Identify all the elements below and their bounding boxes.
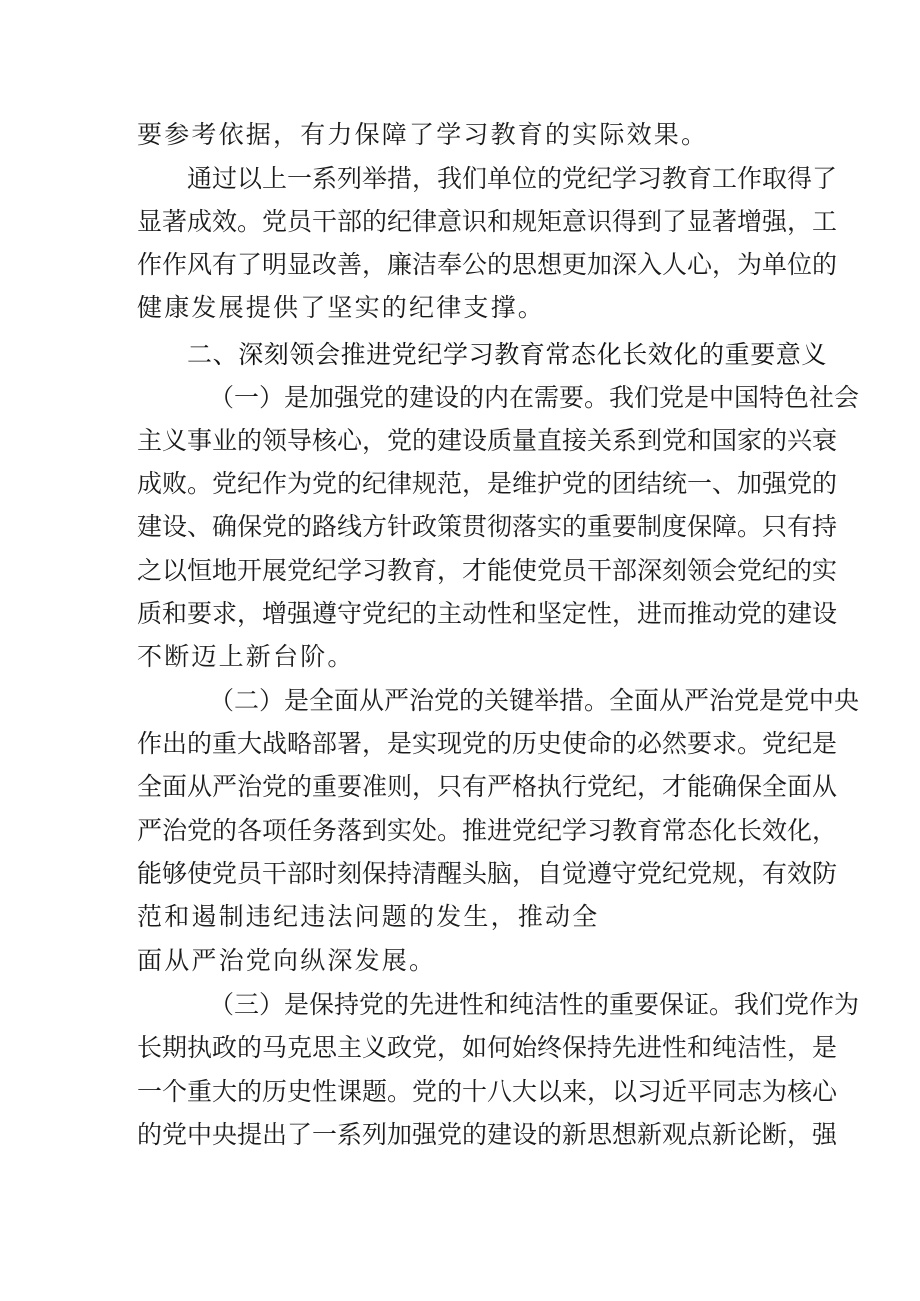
text-line: 显著成效。党员干部的纪律意识和规矩意识得到了显著增强，工 bbox=[137, 207, 838, 236]
text-line: 质和要求，增强遵守党纪的主动性和坚定性，进而推动党的建设 bbox=[137, 599, 838, 628]
text-line: 的党中央提出了一系列加强党的建设的新思想新观点新论断，强 bbox=[137, 1120, 838, 1149]
text-line: 成败。党纪作为党的纪律规范，是维护党的团结统一、加强党的 bbox=[137, 469, 838, 498]
text-line: 一个重大的历史性课题。党的十八大以来，以习近平同志为核心 bbox=[137, 1077, 838, 1106]
text-line: 长期执政的马克思主义政党，如何始终保持先进性和纯洁性，是 bbox=[137, 1033, 838, 1062]
text-line: 全面从严治党的重要准则，只有严格执行党纪，才能确保全面从 bbox=[137, 772, 838, 801]
text-line: 要参考依据，有力保障了学习教育的实际效果。 bbox=[137, 120, 709, 149]
text-line: 建设、确保党的路线方针政策贯彻落实的重要制度保障。只有持 bbox=[137, 512, 838, 541]
text-line: 范和遏制违纪违法问题的发生，推动全 bbox=[137, 902, 600, 931]
paragraph-first-line: （一）是加强党的建设的内在需要。我们党是中国特色社会 bbox=[209, 383, 860, 412]
text-line: 之以恒地开展党纪学习教育，才能使党员干部深刻领会党纪的实 bbox=[137, 556, 838, 585]
text-line: 面从严治党向纵深发展。 bbox=[137, 946, 437, 975]
text-line: 主义事业的领导核心，党的建设质量直接关系到党和国家的兴衰 bbox=[137, 426, 838, 455]
text-line: 能够使党员干部时刻保持清醒头脑，自觉遵守党纪党规，有效防 bbox=[137, 859, 838, 888]
paragraph-first-line: （三）是保持党的先进性和纯洁性的重要保证。我们党作为 bbox=[209, 990, 860, 1019]
paragraph-first-line: （二）是全面从严治党的关键举措。全面从严治党是党中央 bbox=[209, 686, 860, 715]
text-line: 作出的重大战略部署，是实现党的历史使命的必然要求。党纪是 bbox=[137, 729, 838, 758]
text-line: 健康发展提供了坚实的纪律支撑。 bbox=[137, 293, 546, 322]
text-line: 作作风有了明显改善，廉洁奉公的思想更加深入人心，为单位的 bbox=[137, 250, 838, 279]
section-heading: 二、深刻领会推进党纪学习教育常态化长效化的重要意义 bbox=[187, 340, 828, 369]
text-line: 不断迈上新台阶。 bbox=[137, 642, 355, 671]
paragraph-first-line: 通过以上一系列举措，我们单位的党纪学习教育工作取得了 bbox=[187, 164, 838, 193]
text-line: 严治党的各项任务落到实处。推进党纪学习教育常态化长效化， bbox=[137, 816, 838, 845]
